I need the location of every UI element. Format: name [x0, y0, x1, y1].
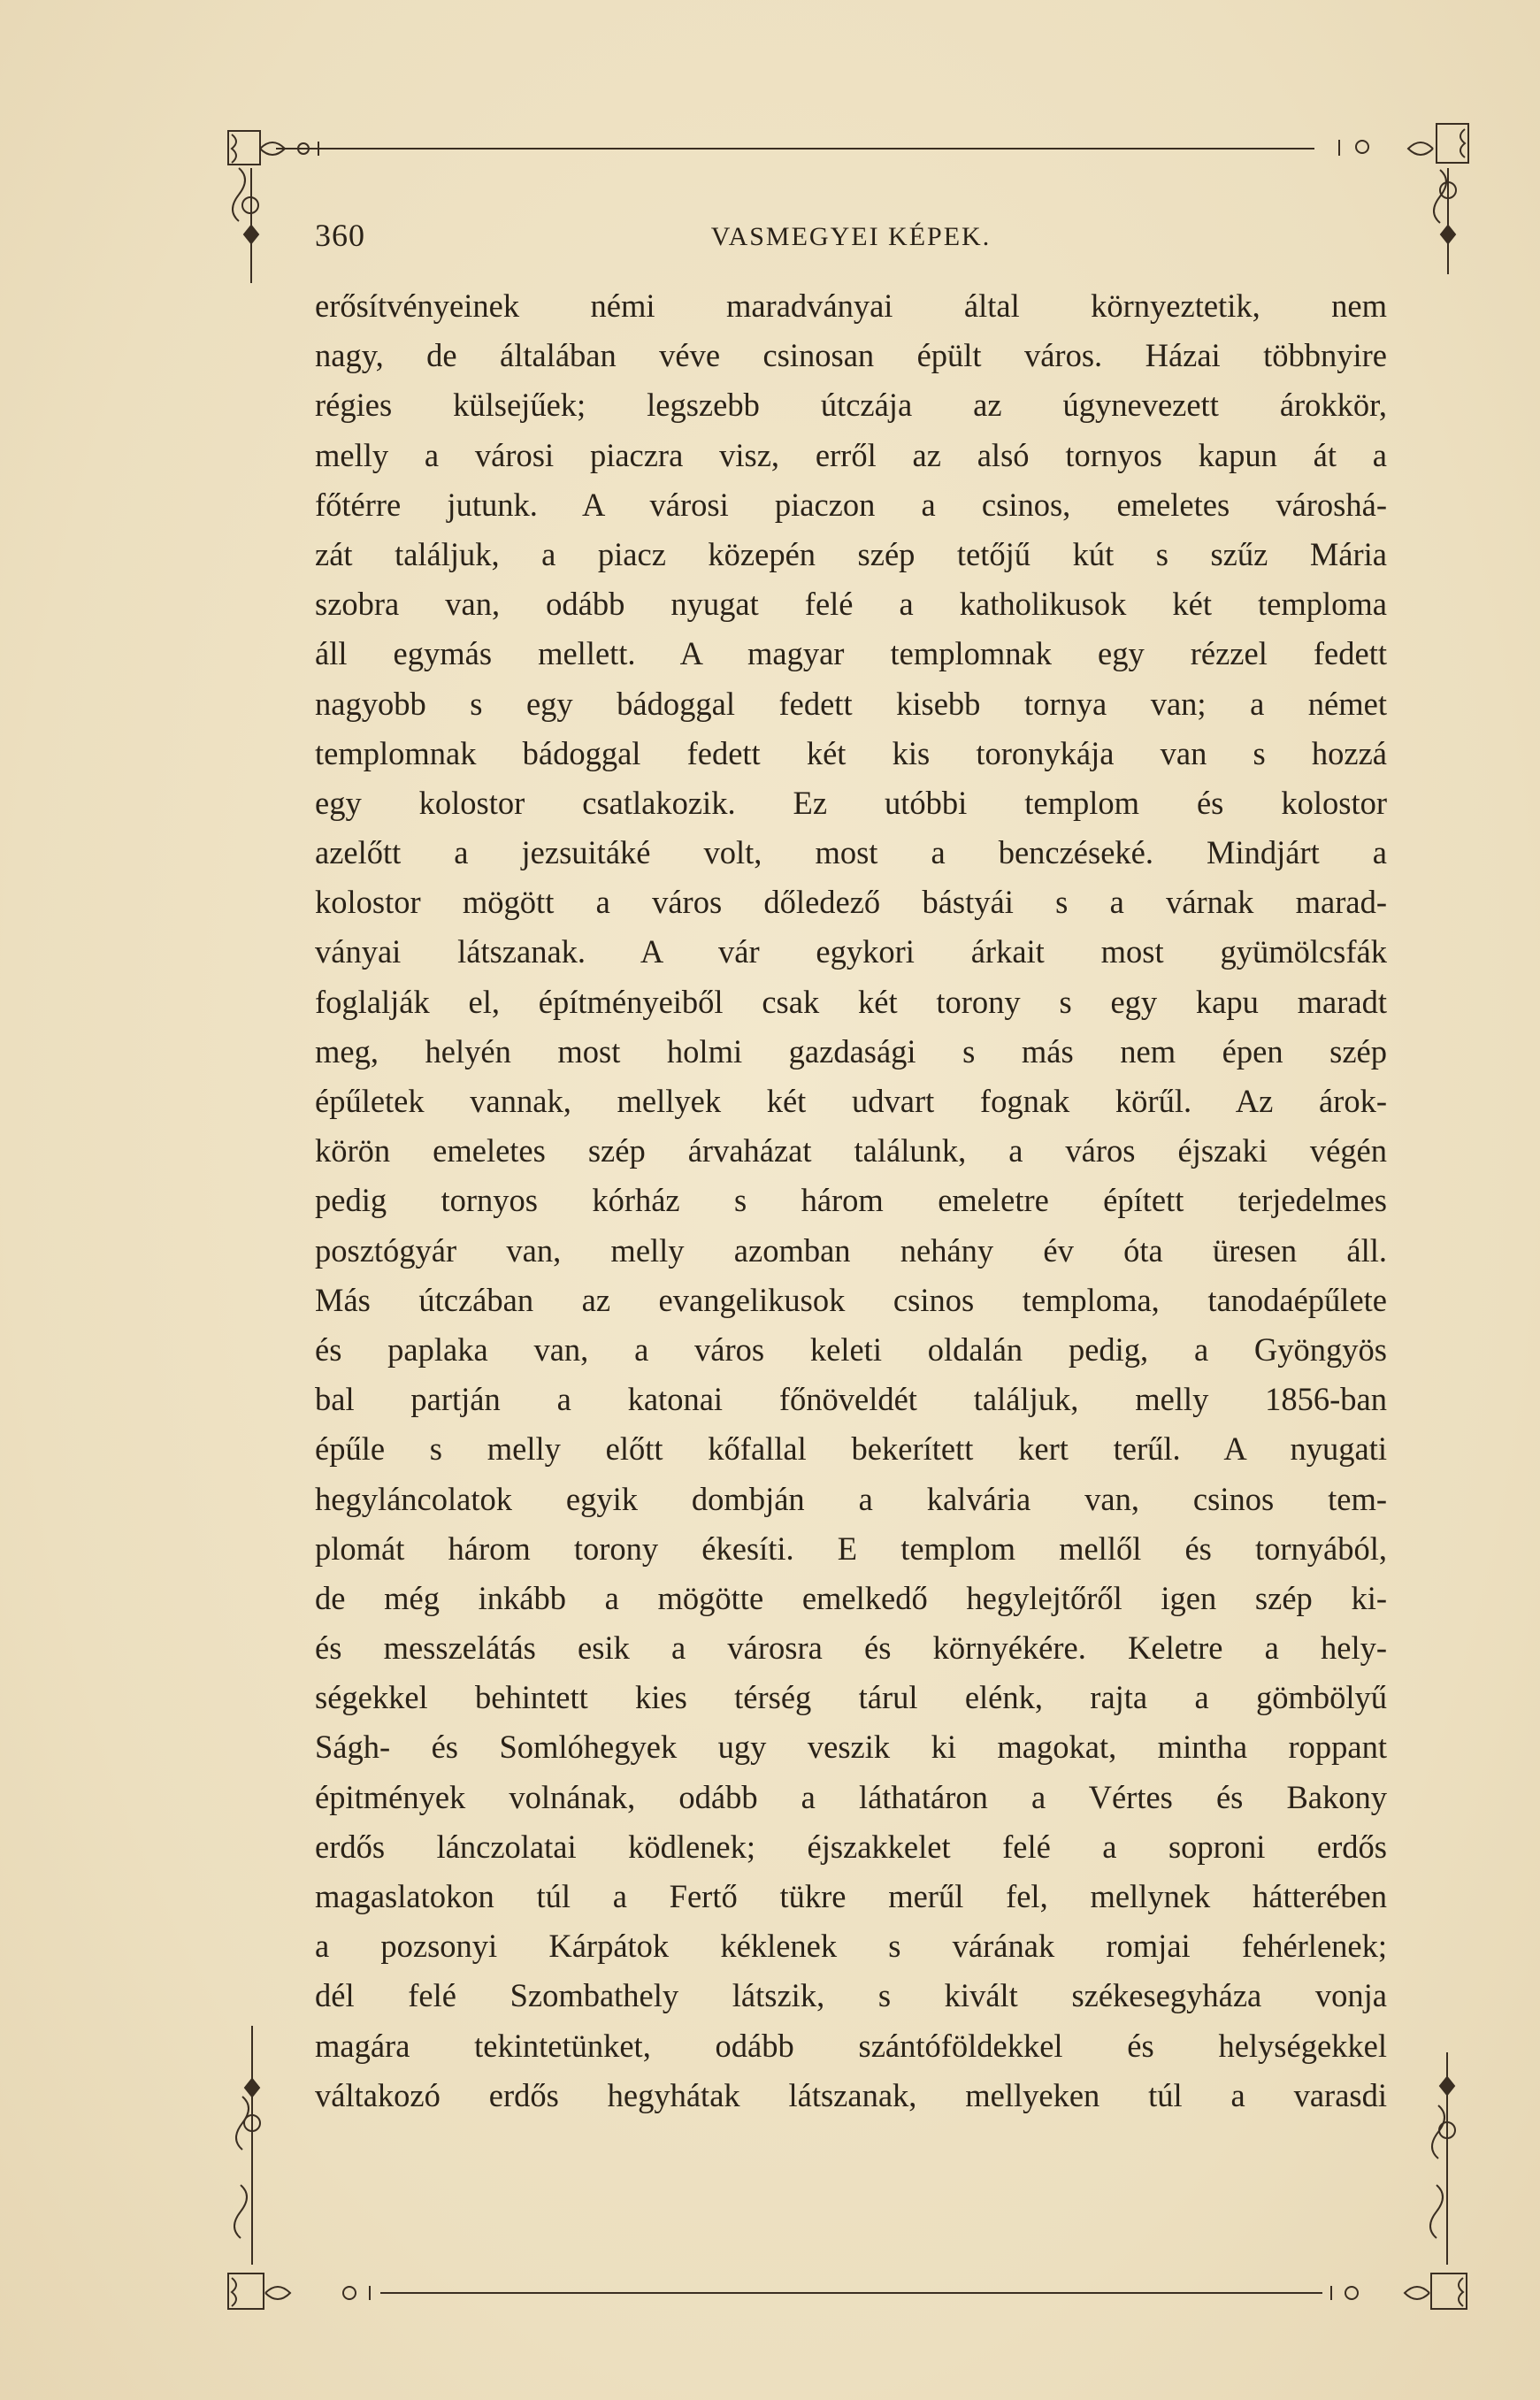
text-line-content: hegyláncolatok egyik dombján a kalvária van, csinos tem- [315, 1480, 1387, 1517]
text-line [315, 480, 1387, 530]
text-line-content: szobra van, odább nyugat felé a katholikusok két temploma [315, 586, 1387, 623]
text-line-content: ségekkel behintett kies térség tárul elénk, rajta a gömbölyű [315, 1679, 1387, 1716]
text-line [315, 1722, 1387, 1772]
text-line [315, 629, 1387, 679]
text-line-content: meg, helyén most holmi gazdasági s más nem épen szép [315, 1032, 1387, 1070]
text-line [315, 1276, 1387, 1325]
text-line [315, 431, 1387, 480]
text-line [315, 1475, 1387, 1524]
text-line-content: régies külsejűek; legszebb útczája az úgynevezett árokkör, [315, 387, 1387, 424]
text-line-content: erdős lánczolatai ködlenek; éjszakkelet felé a soproni erdős [315, 1828, 1387, 1865]
text-line [315, 281, 1387, 331]
text-line [315, 530, 1387, 579]
text-line-content: zát találjuk, a piacz közepén szép tetőjű kút s szűz Mária [315, 535, 1387, 572]
text-line [315, 1574, 1387, 1623]
text-line-content: a pozsonyi Kárpátok kéklenek s várának romjai fehérlenek; [315, 1928, 1387, 1965]
text-line-content: körön emeletes szép árvaházat találunk, a város éjszaki végén [315, 1132, 1387, 1169]
text-line [315, 1126, 1387, 1176]
text-line [315, 2071, 1387, 2120]
page-header [315, 217, 1387, 270]
text-line [315, 2021, 1387, 2071]
text-line-content: pedig tornyos kórház s három emeletre épített terjedelmes [315, 1182, 1387, 1219]
text-line [315, 1325, 1387, 1375]
text-line-content: magára tekintetünket, odább szántóföldekkel és helységekkel [315, 2027, 1387, 2064]
text-line-content: nagy, de általában véve csinosan épült város. Házai többnyire [315, 337, 1387, 374]
text-line [315, 927, 1387, 977]
text-line-content: plomát három torony ékesíti. E templom mellől és tornyából, [315, 1530, 1387, 1567]
text-line [315, 878, 1387, 927]
text-line-content: Ságh- és Somlóhegyek ugy veszik ki magokat, mintha roppant [315, 1729, 1387, 1766]
text-line-content: posztógyár van, melly azomban nehány év óta üresen áll. [315, 1231, 1387, 1269]
text-line [315, 579, 1387, 629]
text-line [315, 828, 1387, 878]
text-line-content: bal partján a katonai főnöveldét találjuk, melly 1856-ban [315, 1381, 1387, 1418]
text-line [315, 1375, 1387, 1424]
text-line-content: és messzelátás esik a városra és környékére. Keletre a hely- [315, 1629, 1387, 1667]
text-line-content: és paplaka van, a város keleti oldalán pedig, a Gyöngyös [315, 1330, 1387, 1368]
text-line-content: foglalják el, építményeiből csak két torony s egy kapu maradt [315, 983, 1387, 1020]
text-line-content: épűle s melly előtt kőfallal bekerített kert terűl. A nyugati [315, 1430, 1387, 1468]
text-line-content: dél felé Szombathely látszik, s kivált székesegyháza vonja [315, 1977, 1387, 2014]
text-line [315, 331, 1387, 380]
text-line-content: melly a városi piaczra visz, erről az alsó tornyos kapun át a [315, 436, 1387, 473]
text-line-content: magaslatokon túl a Fertő tükre merűl fel, mellynek hátterében [315, 1878, 1387, 1914]
text-line-content: váltakozó erdős hegyhátak látszanak, mellyeken túl a varasdi [315, 2076, 1387, 2113]
text-line [315, 1773, 1387, 1822]
text-line [315, 1524, 1387, 1574]
text-line-content: erősítvényeinek némi maradványai által környeztetik, nem [315, 288, 1387, 324]
text-line-content: de még inkább a mögötte emelkedő hegylejtőről igen szép ki- [315, 1579, 1387, 1616]
text-line [315, 1872, 1387, 1921]
text-line [315, 1921, 1387, 1971]
running-title: VASMEGYEI KÉPEK. [710, 222, 992, 251]
text-line [315, 1424, 1387, 1474]
text-line-content: Más útczában az evangelikusok csinos temploma, tanodaépűlete [315, 1281, 1387, 1318]
text-line [315, 1971, 1387, 2020]
text-line [315, 778, 1387, 828]
text-line [315, 1077, 1387, 1126]
text-line-content: nagyobb s egy bádoggal fedett kisebb tornya van; a német [315, 685, 1387, 722]
text-line-content: áll egymás mellett. A magyar templomnak egy rézzel fedett [315, 635, 1387, 672]
body-text [315, 281, 1387, 2120]
text-line-content: egy kolostor csatlakozik. Ez utóbbi templom és kolostor [315, 784, 1387, 821]
text-line [315, 679, 1387, 729]
text-line-content: ványai látszanak. A vár egykori árkait most gyümölcsfák [315, 933, 1387, 970]
text-line-content: épűletek vannak, mellyek két udvart fognak körűl. Az árok- [315, 1083, 1387, 1119]
text-line [315, 1822, 1387, 1872]
text-line [315, 978, 1387, 1027]
text-line [315, 1673, 1387, 1722]
text-line [315, 1027, 1387, 1077]
text-line-content: azelőtt a jezsuitáké volt, most a benczéseké. Mindjárt a [315, 834, 1387, 871]
text-line [315, 729, 1387, 778]
text-line [315, 380, 1387, 430]
text-line-content: főtérre jutunk. A városi piaczon a csinos, emeletes városhá- [315, 486, 1387, 523]
text-line-content: kolostor mögött a város dőledező bástyái s a várnak marad- [315, 884, 1387, 921]
text-line-content: templomnak bádoggal fedett két kis toronykája van s hozzá [315, 734, 1387, 771]
text-line-content: épitmények volnának, odább a láthatáron a Vértes és Bakony [315, 1778, 1387, 1815]
text-line [315, 1226, 1387, 1276]
text-line [315, 1176, 1387, 1225]
page-number: 360 [315, 218, 365, 253]
text-line [315, 1623, 1387, 1673]
